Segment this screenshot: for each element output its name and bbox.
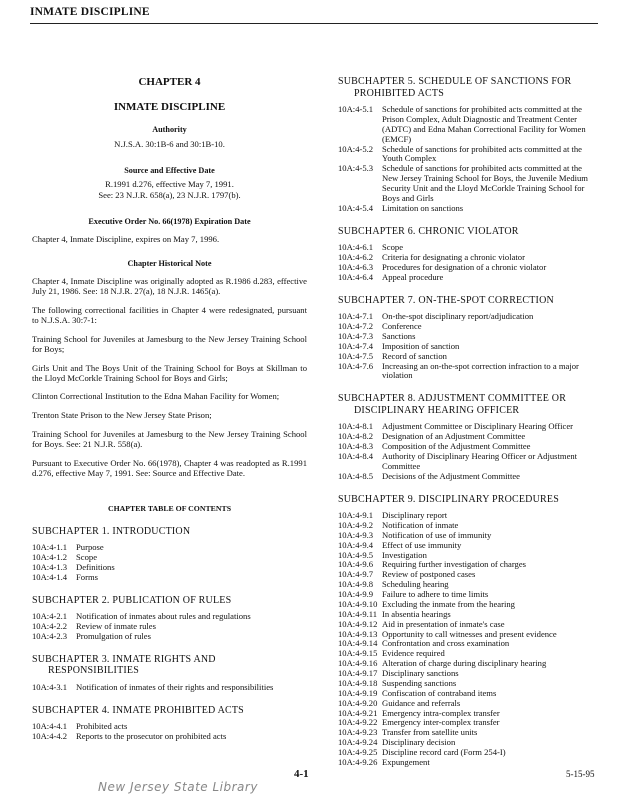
page-number: 4-1: [294, 768, 309, 780]
right-toc: [338, 76, 600, 768]
section-title: Discipline record card (Form 254-I): [382, 747, 506, 757]
section-title: Increasing an on-the-spot correction infraction to a major violation: [382, 360, 579, 381]
section-title: Record of sanction: [382, 350, 447, 361]
section-number: 10A:4-9.24: [338, 737, 378, 748]
section-title: Disciplinary decision: [382, 737, 456, 748]
section-entry: [338, 511, 600, 521]
section-entry: [338, 273, 600, 283]
section-number: 10A:4-9.26: [338, 756, 378, 767]
section-number: 10A:4-7.2: [338, 321, 374, 331]
section-number: 10A:4-9.23: [338, 727, 378, 738]
section-list: [338, 312, 600, 381]
section-title: On-the-spot disciplinary report/adjudication: [382, 311, 534, 322]
chapter-title: INMATE DISCIPLINE: [113, 100, 226, 113]
section-number: 10A:4-9.19: [338, 687, 378, 698]
section-number: 10A:4-1.1: [32, 542, 68, 553]
section-entry: [338, 263, 600, 273]
section-title: Disciplinary report: [382, 510, 448, 520]
section-title: Effect of use immunity: [382, 539, 462, 550]
section-title: Emergency inter-complex transfer: [382, 717, 500, 728]
section-entry: [338, 639, 600, 649]
section-number: 10A:4-4.1: [32, 721, 68, 732]
subchapter-heading: [338, 494, 600, 506]
section-list: [338, 511, 600, 768]
section-title: Definitions: [76, 561, 115, 572]
section-number: 10A:4-1.3: [32, 561, 68, 572]
section-entry: [338, 332, 600, 342]
section-number: 10A:4-6.4: [338, 271, 374, 282]
section-number: 10A:4-9.13: [338, 628, 378, 639]
section-number: 10A:4-8.5: [338, 470, 374, 481]
section-number: 10A:4-9.14: [338, 638, 378, 649]
authority-text: N.J.S.A. 30:1B-6 and 30:1B-10.: [114, 138, 225, 149]
section-number: 10A:4-9.7: [338, 569, 374, 580]
subchapter-heading: [338, 76, 600, 99]
section-number: 10A:4-3.1: [32, 681, 68, 692]
section-entry: [338, 659, 600, 669]
section-number: 10A:4-5.3: [338, 163, 374, 174]
section-title: Schedule of sanctions for prohibited acts committed at the Prison Complex, Adult Diagnostic and Treatment Center (ADTC) and Edna Mahan Correctional Facility for Women (EMCF): [382, 104, 586, 144]
subchapter-title: SUBCHAPTER 2. PUBLICATION OF RULES: [32, 594, 232, 606]
section-entry: [338, 164, 600, 204]
section-title: Adjustment Committee or Disciplinary Hearing Officer: [382, 421, 574, 432]
section-title: Review of inmate rules: [76, 621, 156, 632]
subchapter-title: SUBCHAPTER 1. INTRODUCTION: [32, 525, 191, 537]
section-entry: [338, 452, 600, 472]
section-number: 10A:4-2.1: [32, 611, 68, 622]
historical-paragraph: Chapter 4, Inmate Discipline was originally adopted as R.1986 d.283, effective July 21, 1986. See: 18 N.J.R. 27(a), 18 N.J.R. 1465(a).: [32, 276, 307, 297]
section-title: Notification of inmate: [382, 519, 459, 530]
section-number: 10A:4-9.18: [338, 677, 378, 688]
section-title: Reports to the prosecutor on prohibited acts: [76, 731, 227, 742]
section-number: 10A:4-7.4: [338, 340, 374, 351]
section-entry: [338, 541, 600, 551]
section-number: 10A:4-1.2: [32, 552, 68, 563]
section-entry: [338, 105, 600, 145]
section-title: Disciplinary sanctions: [382, 668, 459, 678]
header-rule: [30, 23, 598, 24]
section-title: Requiring further investigation of charges: [382, 559, 526, 570]
section-list: [32, 543, 307, 583]
toc-heading: CHAPTER TABLE OF CONTENTS: [107, 503, 232, 513]
historical-paragraph: Girls Unit and The Boys Unit of the Training School for Boys at Skillman to the Lloyd McCorkle Training School for Boys and Girls;: [32, 362, 307, 383]
section-title: Notification of inmates of their rights and responsibilities: [76, 681, 274, 692]
historical-note: [32, 277, 307, 478]
section-title: Procedures for designation of a chronic violator: [382, 261, 547, 272]
section-title: Suspending sanctions: [382, 677, 457, 688]
section-number: 10A:4-9.3: [338, 529, 374, 540]
section-title: Notification of use of immunity: [382, 529, 492, 540]
section-number: 10A:4-5.4: [338, 202, 374, 213]
section-number: 10A:4-9.15: [338, 648, 378, 659]
section-title: Scope: [382, 242, 404, 253]
section-number: 10A:4-7.6: [338, 360, 374, 371]
section-entry: [32, 563, 307, 573]
section-entry: [338, 669, 600, 679]
section-number: 10A:4-7.5: [338, 350, 374, 361]
subchapter-title-cont: DISCIPLINARY HEARING OFFICER: [354, 404, 520, 416]
section-entry: [338, 342, 600, 352]
section-title: Authority of Disciplinary Hearing Officer or Adjustment Committee: [382, 450, 578, 471]
section-number: 10A:4-6.2: [338, 252, 374, 262]
section-number: 10A:4-2.3: [32, 630, 68, 641]
historical-note-heading: Chapter Historical Note: [127, 259, 212, 269]
section-list: [338, 422, 600, 481]
subchapter-title: SUBCHAPTER 4. INMATE PROHIBITED ACTS: [32, 704, 244, 716]
section-title: Notification of inmates about rules and regulations: [76, 611, 251, 622]
chapter-number: CHAPTER 4: [138, 76, 201, 88]
source-heading: Source and Effective Date: [124, 165, 215, 175]
section-title: Evidence required: [382, 648, 445, 659]
authority-heading: Authority: [152, 125, 187, 135]
section-title: Imposition of sanction: [382, 340, 460, 351]
section-entry: [338, 600, 600, 610]
section-title: Scheduling hearing: [382, 579, 449, 590]
section-number: 10A:4-8.1: [338, 421, 374, 432]
section-title: Aid in presentation of inmate's case: [382, 618, 505, 629]
section-number: 10A:4-9.6: [338, 559, 374, 570]
section-entry: [338, 362, 600, 382]
section-title: Expungement: [382, 756, 430, 767]
section-entry: [338, 322, 600, 332]
section-title: Sanctions: [382, 330, 416, 341]
section-number: 10A:4-9.17: [338, 668, 378, 678]
section-number: 10A:4-9.20: [338, 697, 378, 708]
section-title: Purpose: [76, 542, 104, 553]
section-entry: [32, 573, 307, 583]
section-entry: [32, 632, 307, 642]
section-number: 10A:4-9.8: [338, 579, 374, 590]
section-number: 10A:4-7.1: [338, 311, 374, 322]
running-head: INMATE DISCIPLINE: [30, 6, 150, 18]
section-number: 10A:4-9.11: [338, 608, 378, 619]
subchapter-heading: [338, 295, 600, 307]
historical-paragraph: Training School for Juveniles at Jamesburg to the New Jersey Training School for Boys. See: 21 N.J.R. 558(a).: [32, 429, 307, 450]
section-number: 10A:4-8.2: [338, 431, 374, 442]
section-number: 10A:4-9.16: [338, 658, 378, 669]
section-title: Decisions of the Adjustment Committee: [382, 470, 520, 481]
section-number: 10A:4-8.3: [338, 441, 374, 451]
section-entry: [338, 531, 600, 541]
section-number: 10A:4-6.1: [338, 242, 374, 253]
section-title: Failure to adhere to time limits: [382, 589, 489, 599]
section-title: Scope: [76, 552, 98, 563]
subchapter-heading: [338, 393, 600, 416]
section-number: 10A:4-9.4: [338, 539, 374, 550]
executive-order-text: Chapter 4, Inmate Discipline, expires on May 7, 1996.: [32, 234, 220, 245]
subchapter-title: SUBCHAPTER 9. DISCIPLINARY PROCEDURES: [338, 493, 559, 505]
section-title: Emergency intra-complex transfer: [382, 707, 500, 718]
section-entry: [338, 145, 600, 165]
section-entry: [338, 570, 600, 580]
subchapter-title: SUBCHAPTER 7. ON-THE-SPOT CORRECTION: [338, 294, 554, 306]
historical-paragraph: Trenton State Prison to the New Jersey State Prison;: [32, 410, 212, 421]
section-title: Designation of an Adjustment Committee: [382, 431, 526, 442]
subchapter-heading: [32, 526, 307, 538]
section-number: 10A:4-2.2: [32, 621, 68, 632]
section-number: 10A:4-4.2: [32, 731, 68, 742]
section-title: Excluding the inmate from the hearing: [382, 598, 515, 609]
section-title: Forms: [76, 571, 98, 582]
section-title: Appeal procedure: [382, 271, 444, 282]
section-number: 10A:4-9.5: [338, 549, 374, 560]
section-entry: [32, 622, 307, 632]
section-number: 10A:4-9.12: [338, 618, 378, 629]
subchapter-title: SUBCHAPTER 6. CHRONIC VIOLATOR: [338, 225, 519, 237]
subchapter-heading: [32, 705, 307, 717]
section-title: Prohibited acts: [76, 721, 128, 732]
subchapter-heading: [338, 226, 600, 238]
page-date: 5-15-95: [566, 769, 595, 779]
section-title: Alteration of charge during disciplinary hearing: [382, 658, 547, 669]
section-title: Promulgation of rules: [76, 630, 151, 641]
section-number: 10A:4-9.2: [338, 519, 374, 530]
section-list: [32, 612, 307, 642]
section-title: Confiscation of contraband items: [382, 687, 497, 698]
historical-paragraph: Clinton Correctional Institution to the Edna Mahan Facility for Women;: [32, 391, 280, 402]
section-entry: [32, 732, 307, 742]
section-title: Criteria for designating a chronic violator: [382, 252, 525, 262]
subchapter-title: SUBCHAPTER 3. INMATE RIGHTS AND: [32, 653, 216, 665]
section-number: 10A:4-5.2: [338, 143, 374, 154]
section-title: In absentia hearings: [382, 608, 451, 619]
subchapter-title: SUBCHAPTER 8. ADJUSTMENT COMMITTEE OR: [338, 393, 567, 405]
section-number: 10A:4-8.4: [338, 450, 374, 461]
section-entry: [32, 683, 307, 693]
section-entry: [338, 689, 600, 699]
section-title: Guidance and referrals: [382, 697, 461, 708]
historical-paragraph: Training School for Juveniles at Jamesburg to the New Jersey Training School for Boys;: [32, 333, 307, 354]
executive-order-heading: Executive Order No. 66(1978) Expiration Date: [88, 216, 251, 226]
section-list: [32, 722, 307, 742]
section-number: 10A:4-9.1: [338, 510, 374, 520]
historical-paragraph: The following correctional facilities in Chapter 4 were redesignated, pursuant to N.J.S.A. 30:7-1:: [32, 305, 307, 326]
section-entry: [338, 312, 600, 322]
section-title: Opportunity to call witnesses and present evidence: [382, 628, 557, 639]
source-line-1: R.1991 d.276, effective May 7, 1991.: [105, 179, 234, 189]
section-number: 10A:4-5.1: [338, 104, 374, 114]
section-number: 10A:4-9.22: [338, 717, 378, 728]
section-title: Confrontation and cross examination: [382, 638, 510, 649]
section-title: Composition of the Adjustment Committee: [382, 441, 531, 451]
subchapter-title-cont: PROHIBITED ACTS: [354, 87, 444, 99]
left-column: [32, 70, 307, 742]
subchapter-heading: [32, 595, 307, 607]
section-list: [338, 105, 600, 214]
section-title: Schedule of sanctions for prohibited acts committed at the New Jersey Training School for Boys, the Juvenile Medium Security Unit and the Lloyd McCorkle Training School for Boys and Girls: [382, 163, 588, 203]
section-number: 10A:4-6.3: [338, 261, 374, 272]
historical-paragraph: Pursuant to Executive Order No. 66(1978), Chapter 4 was readopted as R.1991 d.276, effective May 7, 1991. See: Source and Effective Date.: [32, 457, 307, 478]
section-title: Limitation on sanctions: [382, 202, 464, 213]
source-line-2: See: 23 N.J.R. 658(a), 23 N.J.R. 1797(b).: [98, 189, 241, 200]
section-title: Review of postponed cases: [382, 569, 476, 580]
section-number: 10A:4-9.21: [338, 707, 378, 718]
subchapter-title-cont: RESPONSIBILITIES: [48, 665, 139, 677]
section-entry: [338, 204, 600, 214]
library-stamp: New Jersey State Library: [98, 780, 258, 794]
section-number: 10A:4-7.3: [338, 330, 374, 341]
section-title: Transfer from satellite units: [382, 727, 478, 738]
subchapter-title: SUBCHAPTER 5. SCHEDULE OF SANCTIONS FOR: [338, 76, 572, 87]
section-number: 10A:4-9.9: [338, 589, 374, 599]
section-title: Conference: [382, 321, 422, 331]
section-entry: [32, 553, 307, 563]
section-entry: [32, 612, 307, 622]
section-list: [32, 683, 307, 693]
section-number: 10A:4-9.10: [338, 598, 378, 609]
section-list: [338, 243, 600, 283]
section-number: 10A:4-9.25: [338, 747, 378, 757]
section-title: Investigation: [382, 549, 427, 560]
section-number: 10A:4-1.4: [32, 571, 68, 582]
section-title: Schedule of sanctions for prohibited acts committed at the Youth Complex: [382, 143, 582, 164]
section-entry: [338, 472, 600, 482]
section-entry: [338, 728, 600, 738]
subchapter-heading: [32, 654, 307, 677]
section-entry: [338, 758, 600, 768]
section-entry: [338, 748, 600, 758]
section-entry: [32, 543, 307, 553]
left-toc: [32, 526, 307, 742]
